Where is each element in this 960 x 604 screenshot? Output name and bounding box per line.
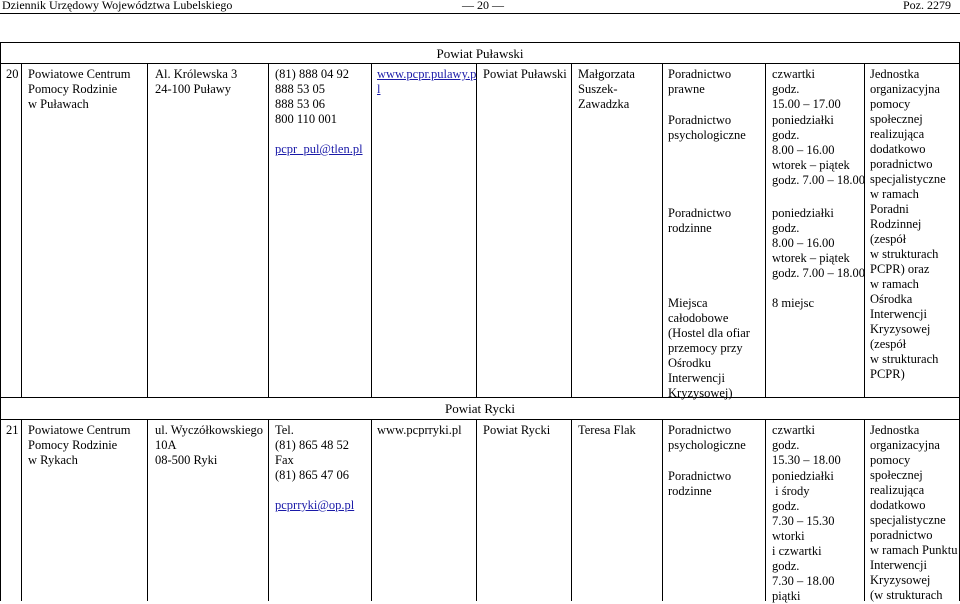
text-line: wtorek – piątek [772,251,850,265]
text-line: organizacyjna [870,438,940,452]
text-line: godz. [772,221,800,235]
contact-person [578,67,635,112]
text-line: organizacyjna [870,82,940,96]
text-line: poniedziałki [772,206,834,220]
text-line: godz. 7.00 – 18.00 [772,266,866,280]
text-line: 08-500 Ryki [155,453,218,467]
text-line: psychologiczne [668,438,746,452]
row-divider [0,397,960,398]
text-line: w Puławach [28,97,89,111]
text-line: w ramach [870,277,919,291]
col-divider [864,419,865,601]
text-line: 8.00 – 16.00 [772,143,835,157]
text-line: (zespół [870,337,907,351]
text-line: Kryzysowej) [668,386,733,400]
col-divider [571,419,572,601]
section-title-rycki [0,401,960,417]
text-line: Miejsca [668,296,708,310]
service-family [668,206,731,236]
text-line: Rodzinnej [870,217,922,231]
hours-family [772,206,865,281]
website-link[interactable]: www.pcpr.pulawy.p [377,67,477,81]
service-legal [668,67,731,97]
text-line: PCPR) [870,367,905,381]
text-line: 8.00 – 16.00 [772,236,835,250]
notes [870,423,957,603]
contact [275,67,363,157]
text-line: Poradnictwo [668,113,732,127]
table-left-border [0,42,1,601]
text-line: rodzinne [668,484,712,498]
phone-number: (81) 865 48 52 [275,438,349,452]
col-divider [371,63,372,397]
text-line: pomocy [870,453,911,467]
section-title-text: Powiat Rycki [445,401,515,416]
header-rule [0,13,960,14]
col-divider [147,63,148,397]
text-line: 7.30 – 18.00 [772,574,835,588]
text-line: w strukturach [870,352,939,366]
text-line: PCPR) oraz [870,262,930,276]
text-line: 24-100 Puławy [155,82,232,96]
text-line: Interwencji [668,371,725,385]
text-line: Jednostka [870,67,920,81]
service-area: Powiat Puławski [483,67,567,81]
hostel-capacity: 8 miejsc [772,296,815,310]
text-line: godz. [772,82,800,96]
service-family [668,469,731,499]
text-line: psychologiczne [668,128,746,142]
col-divider [21,63,22,397]
section-title-pulawski [0,46,960,62]
contact-person: Teresa Flak [578,423,636,437]
service-psychological [668,423,746,453]
text-line: i czwartki [772,544,822,558]
text-line: Fax [275,453,294,467]
col-divider [268,63,269,397]
text-line: społecznej [870,112,923,126]
section-title-text: Powiat Puławski [436,46,524,61]
text-line: Jednostka [870,423,920,437]
text-line: godz. [772,499,800,513]
service-hostel [668,296,750,401]
text-line: specjalistyczne [870,513,946,527]
text-line: Kryzysowej [870,322,931,336]
phone-number: 888 53 05 [275,82,325,96]
website-link[interactable]: l [377,82,381,96]
text-line: Małgorzata [578,67,635,81]
website [377,67,476,97]
text-line: godz. 7.00 – 18.00 [772,173,866,187]
text-line: Powiatowe Centrum [28,423,131,437]
section-rule-2 [0,419,960,420]
website-text: www.pcprryki.pl [377,423,462,437]
text-line: piątki [772,589,801,603]
text-line: Poradni [870,202,909,216]
website [377,423,462,438]
hours-psychological [772,113,865,188]
text-line: Suszek- [578,82,618,96]
text-line: w strukturach [870,247,939,261]
text-line: w ramach [870,187,919,201]
text-line: Al. Królewska 3 [155,67,238,81]
text-line: (zespół [870,232,907,246]
col-divider [765,419,766,601]
col-divider [765,63,766,397]
text-line: specjalistyczne [870,172,946,186]
text-line: przemocy przy [668,341,743,355]
text-line: 10A [155,438,177,452]
journal-title: Dziennik Urzędowy Województwa Lubelskiego [2,0,233,12]
text-line: 7.30 – 15.30 [772,514,835,528]
col-divider [268,419,269,601]
address [155,423,263,468]
text-line: poradnictwo [870,157,933,171]
text-line: Poradnictwo [668,206,732,220]
text-line: Pomocy Rodzinie [28,82,118,96]
text-line: czwartki [772,67,816,81]
text-line: dodatkowo [870,142,926,156]
table-top-border [0,42,960,43]
text-line: Pomocy Rodzinie [28,438,118,452]
text-line: godz. [772,438,800,452]
hours-family [772,469,835,604]
contact [275,423,354,513]
text-line: 15.00 – 17.00 [772,97,841,111]
col-divider [662,63,663,397]
text-line: poniedziałki [772,113,834,127]
col-divider [21,419,22,601]
text-line: godz. [772,128,800,142]
col-divider [571,63,572,397]
text-line: Kryzysowej [870,573,931,587]
text-line: w Rykach [28,453,78,467]
hours-legal [772,67,841,112]
text-line: w ramach Punktu [870,543,958,557]
text-line: społecznej [870,468,923,482]
phone-number: 800 110 001 [275,112,338,126]
text-line: wtorek – piątek [772,158,850,172]
text-line: Poradnictwo [668,469,732,483]
email-link[interactable]: pcpr_pul@tlen.pl [275,142,363,156]
phone-number: 888 53 06 [275,97,325,111]
text-line: (Hostel dla ofiar [668,326,750,340]
text-line: Zawadzka [578,97,630,111]
col-divider [476,419,477,601]
institution-name [28,423,130,468]
text-line: rodzinne [668,221,712,235]
notes [870,67,946,382]
text-line: wtorki [772,529,805,543]
text-line: ul. Wyczółkowskiego [155,423,264,437]
email-link[interactable]: pcprryki@op.pl [275,498,355,512]
text-line: Powiatowe Centrum [28,67,131,81]
section-rule-1 [0,63,960,64]
hours-psychological [772,423,841,468]
row-number: 20 [6,67,19,81]
row-number: 21 [6,423,19,437]
service-area: Powiat Rycki [483,423,551,437]
fax-number: (81) 865 47 06 [275,468,349,482]
address [155,67,237,97]
text-line: Poradnictwo [668,67,732,81]
text-line: Poradnictwo [668,423,732,437]
text-line: realizująca [870,127,925,141]
phone-number: (81) 888 04 92 [275,67,349,81]
page-header [0,0,960,14]
service-psychological [668,113,746,143]
text-line: Ośrodka [870,292,913,306]
text-line: prawne [668,82,705,96]
text-line: dodatkowo [870,498,926,512]
text-line: Tel. [275,423,294,437]
text-line: godz. [772,559,800,573]
text-line: poradnictwo [870,528,933,542]
col-divider [371,419,372,601]
text-line: Interwencji [870,307,927,321]
text-line: całodobowe [668,311,729,325]
text-line: i środy [772,484,810,498]
institution-name [28,67,130,112]
text-line: poniedziałki [772,469,834,483]
text-line: czwartki [772,423,816,437]
text-line: 15.30 – 18.00 [772,453,841,467]
text-line: realizująca [870,483,925,497]
col-divider [147,419,148,601]
col-divider [662,419,663,601]
text-line: Ośrodku [668,356,712,370]
text-line: pomocy [870,97,911,111]
text-line: Interwencji [870,558,927,572]
col-divider [476,63,477,397]
page-number: — 20 — [462,0,504,12]
position-number: Poz. 2279 [903,0,951,12]
text-line: (w strukturach [870,588,943,602]
